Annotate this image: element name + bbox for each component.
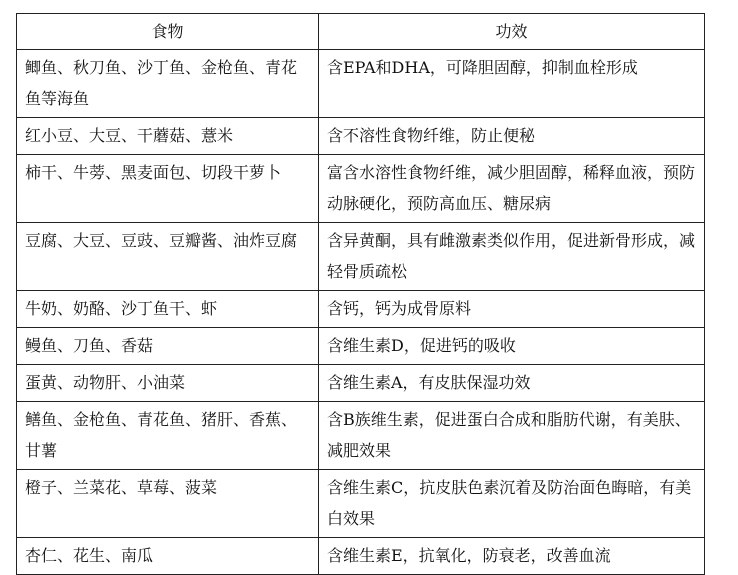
table-row — [17, 50, 705, 118]
benefit-cell: 含维生素E，抗氧化，防衰老，改善血流 — [319, 538, 705, 575]
food-cell: 杏仁、花生、南瓜 — [17, 538, 319, 575]
benefit-cell: 含维生素C，抗皮肤色素沉着及防治面色晦暗，有美白效果 — [319, 470, 705, 538]
food-cell: 鳝鱼、金枪鱼、青花鱼、猪肝、香蕉、甘薯 — [17, 402, 319, 470]
header-food: 食物 — [17, 14, 319, 50]
food-cell: 鳗鱼、刀鱼、香菇 — [17, 328, 319, 365]
benefit-cell: 含不溶性食物纤维，防止便秘 — [319, 118, 705, 155]
food-cell: 蛋黄、动物肝、小油菜 — [17, 365, 319, 402]
food-cell: 鲫鱼、秋刀鱼、沙丁鱼、金枪鱼、青花鱼等海鱼 — [17, 50, 319, 118]
table-row — [17, 223, 705, 291]
benefit-cell: 含钙，钙为成骨原料 — [319, 291, 705, 328]
food-cell: 橙子、兰菜花、草莓、菠菜 — [17, 470, 319, 538]
food-benefits-table-container — [16, 13, 704, 575]
table-row — [17, 402, 705, 470]
benefit-cell: 含维生素D，促进钙的吸收 — [319, 328, 705, 365]
benefit-cell: 含异黄酮，具有雌激素类似作用，促进新骨形成，减轻骨质疏松 — [319, 223, 705, 291]
table-row — [17, 118, 705, 155]
header-benefit: 功效 — [319, 14, 705, 50]
table-row — [17, 365, 705, 402]
table-row — [17, 155, 705, 223]
benefit-cell: 含B族维生素，促进蛋白合成和脂肪代谢，有美肤、减肥效果 — [319, 402, 705, 470]
food-cell: 红小豆、大豆、干蘑菇、薏米 — [17, 118, 319, 155]
table-row — [17, 470, 705, 538]
food-cell: 牛奶、奶酪、沙丁鱼干、虾 — [17, 291, 319, 328]
benefit-cell: 富含水溶性食物纤维，减少胆固醇，稀释血液，预防动脉硬化，预防高血压、糖尿病 — [319, 155, 705, 223]
table-header-row — [17, 14, 705, 50]
benefit-cell: 含维生素A，有皮肤保湿功效 — [319, 365, 705, 402]
benefit-cell: 含EPA和DHA，可降胆固醇，抑制血栓形成 — [319, 50, 705, 118]
food-benefits-table — [16, 13, 705, 575]
table-row — [17, 538, 705, 575]
table-row — [17, 328, 705, 365]
food-cell: 豆腐、大豆、豆豉、豆瓣酱、油炸豆腐 — [17, 223, 319, 291]
food-cell: 柿干、牛蒡、黑麦面包、切段干萝卜 — [17, 155, 319, 223]
table-row — [17, 291, 705, 328]
